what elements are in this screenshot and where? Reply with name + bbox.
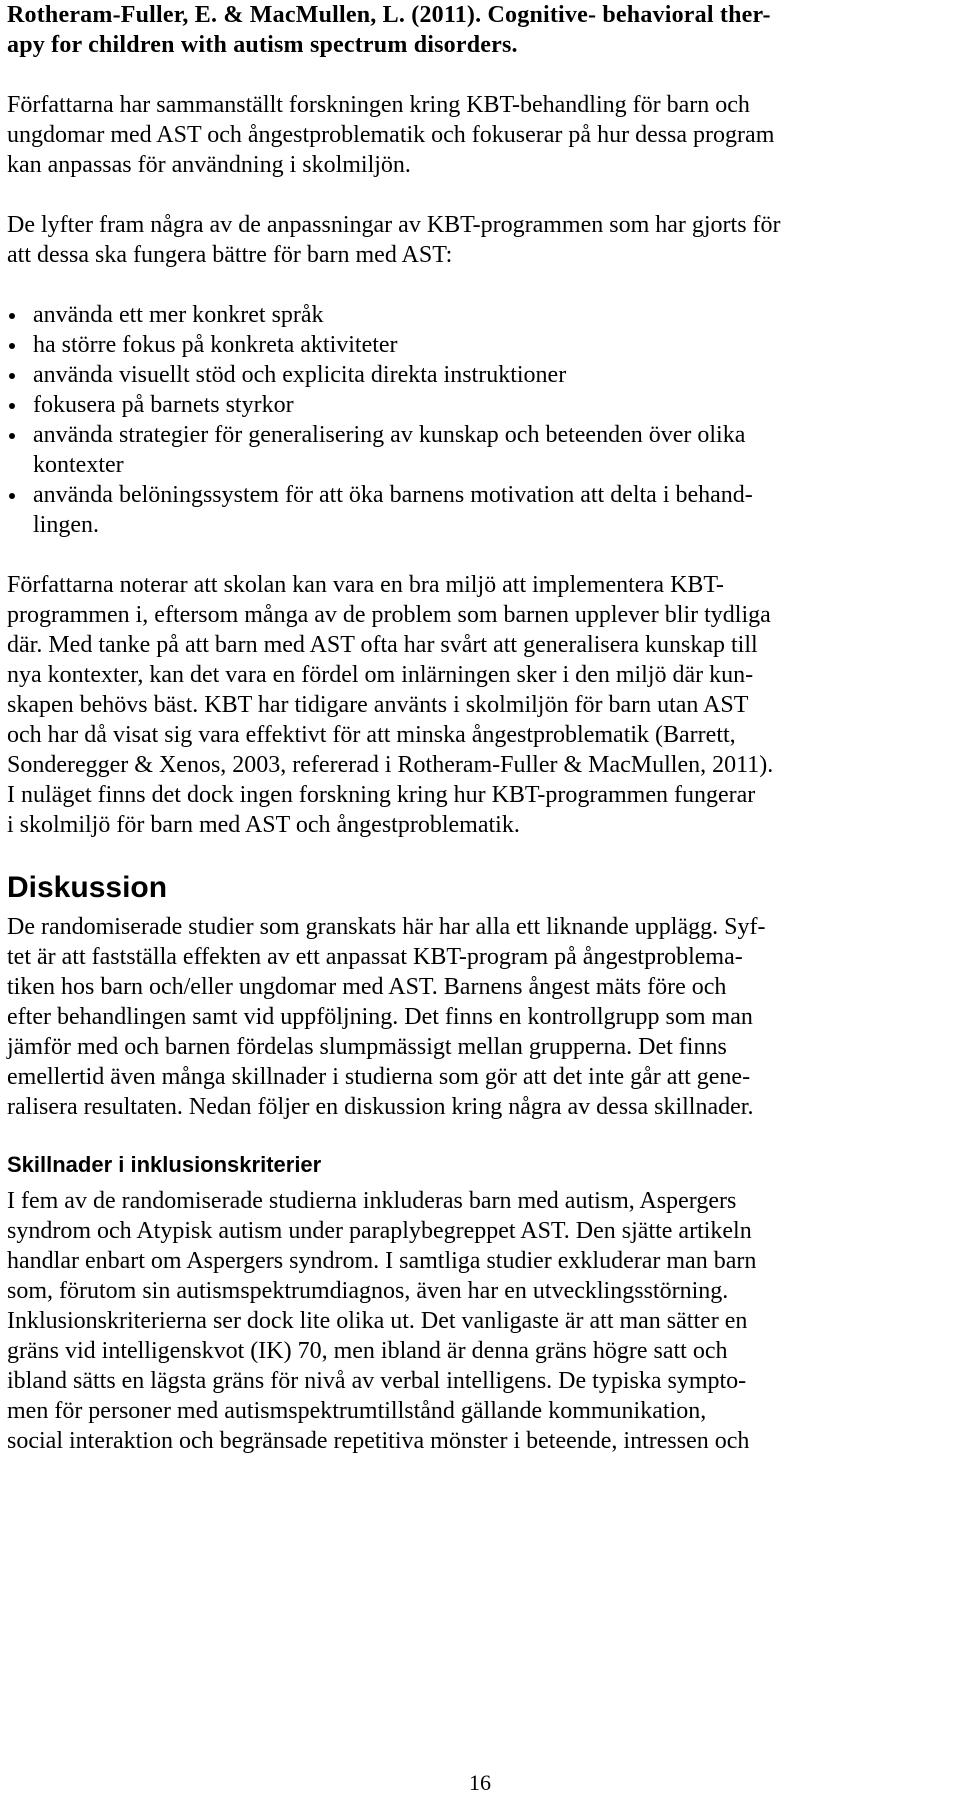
implementation-paragraph — [7, 570, 953, 840]
text-line: I fem av de randomiserade studierna inkluderas barn med autism, Aspergers — [7, 1188, 737, 1214]
inclusion-criteria-paragraph — [7, 1186, 953, 1456]
text-line: att dessa ska fungera bättre för barn med AST: — [7, 242, 453, 268]
list-item-text: ha större fokus på konkreta aktiviteter — [33, 332, 398, 358]
list-item — [7, 390, 953, 420]
summary-paragraph — [7, 90, 953, 180]
text-line: emellertid även många skillnader i studierna som gör att det inte går att gene- — [7, 1064, 751, 1090]
text-line: och har då visat sig vara effektivt för att minska ångestproblematik (Barrett, — [7, 722, 736, 748]
text-line: i skolmiljö för barn med AST och ångestproblematik. — [7, 812, 520, 838]
text-line: kan anpassas för användning i skolmiljön. — [7, 152, 411, 178]
text-line: Sonderegger & Xenos, 2003, refererad i Rotheram-Fuller & MacMullen, 2011). — [7, 752, 774, 778]
page-number: 16 — [469, 1770, 491, 1795]
text-line: handlar enbart om Aspergers syndrom. I samtliga studier exkluderar man barn — [7, 1248, 757, 1274]
text-line: social interaktion och begränsade repetitiva mönster i beteende, intressen och — [7, 1428, 750, 1454]
text-line: I nuläget finns det dock ingen forskning kring hur KBT-programmen fungerar — [7, 782, 756, 808]
list-item — [7, 300, 953, 330]
list-item-text: använda visuellt stöd och explicita direkta instruktioner — [33, 362, 567, 388]
list-item-text: använda belöningssystem för att öka barnens motivation att delta i behand- — [33, 482, 753, 508]
list-item-text: använda ett mer konkret språk — [33, 302, 324, 328]
text-line: tiken hos barn och/eller ungdomar med AST. Barnens ångest mäts före och — [7, 974, 727, 1000]
list-item — [7, 480, 953, 540]
text-line: Författarna har sammanställt forskningen kring KBT-behandling för barn och — [7, 92, 750, 118]
list-item — [7, 330, 953, 360]
adaptations-list — [7, 300, 953, 540]
text-line: syndrom och Atypisk autism under paraplybegreppet AST. Den sjätte artikeln — [7, 1218, 752, 1244]
list-item-text: kontexter — [33, 452, 124, 478]
text-line: ibland sätts en lägsta gräns för nivå av verbal intelligens. De typiska sympto- — [7, 1368, 747, 1394]
discussion-paragraph — [7, 912, 953, 1122]
section-heading-diskussion: Diskussion — [7, 871, 168, 904]
text-line: ungdomar med AST och ångestproblematik och fokuserar på hur dessa program — [7, 122, 775, 148]
text-line: tet är att fastställa effekten av ett anpassat KBT-program på ångestproblema- — [7, 944, 743, 970]
text-line: De lyfter fram några av de anpassningar av KBT-programmen som har gjorts för — [7, 212, 781, 238]
reference-line: Rotheram-Fuller, E. & MacMullen, L. (2011). Cognitive- behavioral ther- — [7, 2, 771, 28]
reference-line: apy for children with autism spectrum disorders. — [7, 32, 518, 58]
document-page — [7, 0, 953, 1816]
text-line: programmen i, eftersom många av de problem som barnen upplever blir tydliga — [7, 602, 771, 628]
adaptations-intro-paragraph — [7, 210, 953, 270]
text-line: Inklusionskriterierna ser dock lite olika ut. Det vanligaste är att man sätter en — [7, 1308, 748, 1334]
list-item-text: fokusera på barnets styrkor — [33, 392, 294, 418]
text-line: nya kontexter, kan det vara en fördel om inlärningen sker i den miljö där kun- — [7, 662, 754, 688]
text-line: men för personer med autismspektrumtillstånd gällande kommunikation, — [7, 1398, 707, 1424]
text-line: ralisera resultaten. Nedan följer en diskussion kring några av dessa skillnader. — [7, 1094, 754, 1120]
text-line: jämför med och barnen fördelas slumpmässigt mellan grupperna. Det finns — [7, 1034, 727, 1060]
list-item-text: lingen. — [33, 512, 99, 538]
text-line: efter behandlingen samt vid uppföljning. Det finns en kontrollgrupp som man — [7, 1004, 753, 1030]
text-line: som, förutom sin autismspektrumdiagnos, även har en utvecklingsstörning. — [7, 1278, 729, 1304]
text-line: där. Med tanke på att barn med AST ofta har svårt att generalisera kunskap till — [7, 632, 758, 658]
text-line: Författarna noterar att skolan kan vara en bra miljö att implementera KBT- — [7, 572, 724, 598]
text-line: gräns vid intelligenskvot (IK) 70, men ibland är denna gräns högre satt och — [7, 1338, 728, 1364]
text-line: De randomiserade studier som granskats här har alla ett liknande upplägg. Syf- — [7, 914, 766, 940]
list-item — [7, 360, 953, 390]
section-heading-skillnader: Skillnader i inklusionskriterier — [7, 1152, 322, 1177]
list-item-text: använda strategier för generalisering av kunskap och beteenden över olika — [33, 422, 746, 448]
text-line: skapen behövs bäst. KBT har tidigare använts i skolmiljön för barn utan AST — [7, 692, 749, 718]
list-item — [7, 420, 953, 480]
reference-heading — [7, 0, 953, 60]
